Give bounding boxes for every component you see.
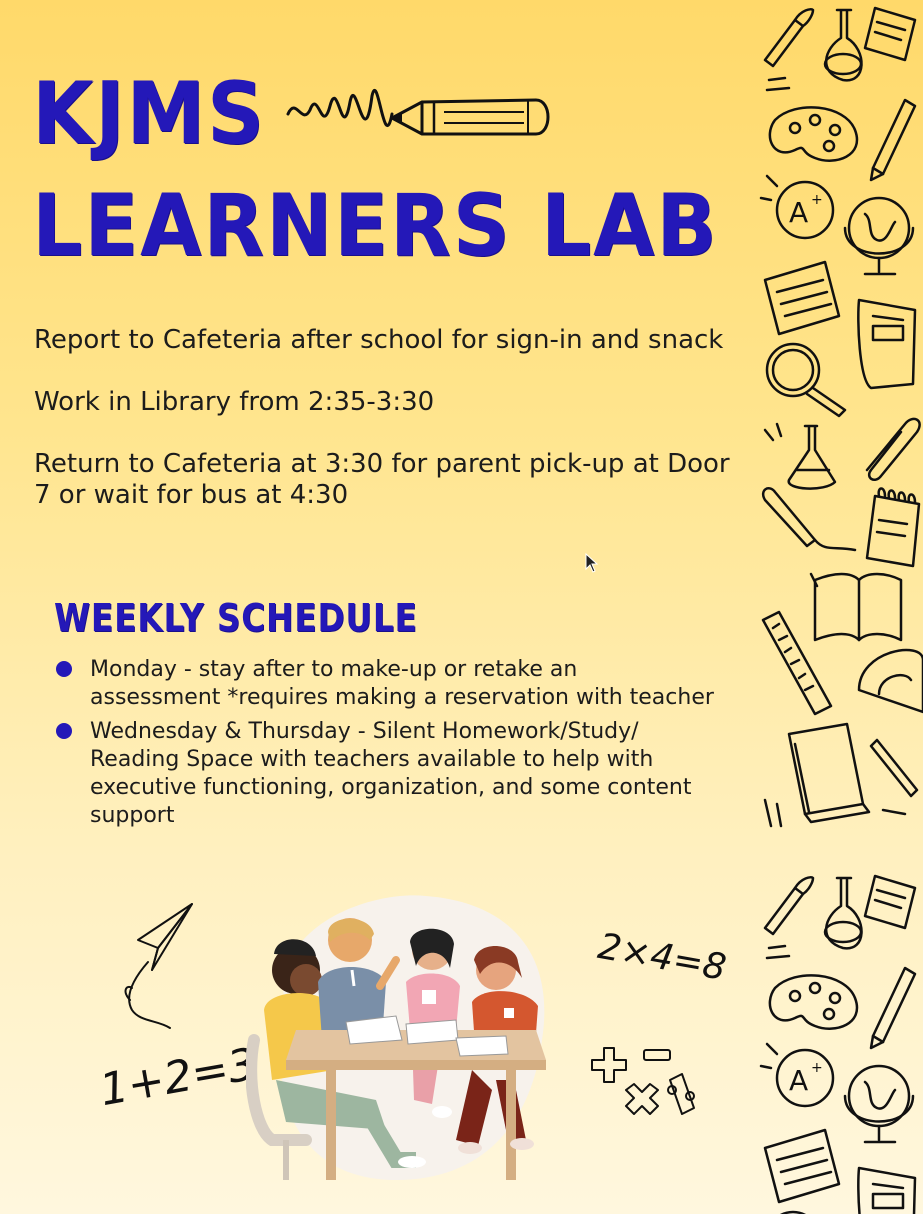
schedule-item-wed-thu — [54, 718, 714, 830]
info-line-signin: Report to Cafeteria after school for sign-in and snack — [34, 325, 724, 355]
svg-text:+: + — [811, 192, 823, 208]
info-line-pickup: Return to Cafeteria at 3:30 for parent pick-up at Door 7 or wait for bus at 4:30 — [34, 449, 730, 510]
bullet-icon — [56, 723, 72, 739]
info-line-library: Work in Library from 2:35-3:30 — [34, 387, 435, 417]
math-right: 2×4=8 — [594, 926, 730, 989]
paper-plane-icon — [118, 900, 198, 1040]
title-line-1: KJMS — [32, 64, 266, 164]
schedule-item-monday — [54, 656, 714, 712]
math-symbols-icon — [590, 1044, 700, 1124]
mouse-cursor-icon — [585, 553, 599, 573]
svg-text:A: A — [789, 196, 809, 229]
bullet-icon — [56, 661, 72, 677]
schedule-item-text: Wednesday & Thursday - Silent Homework/Study/ Reading Space with teachers available to help with executive functioning, organization, and some content support — [90, 719, 692, 828]
schedule-item-text: Monday - stay after to make-up or retake an assessment *requires making a reservation with teacher — [90, 657, 714, 710]
students-studying-illustration — [246, 890, 556, 1190]
schedule-list — [54, 656, 714, 836]
pencil-scribble-icon — [284, 66, 554, 161]
school-doodles-border — [755, 0, 923, 1214]
title-line-2: LEARNERS LAB — [32, 176, 719, 276]
math-left: 1+2=3 — [96, 1038, 261, 1117]
schedule-heading: WEEKLY SCHEDULE — [54, 596, 418, 640]
